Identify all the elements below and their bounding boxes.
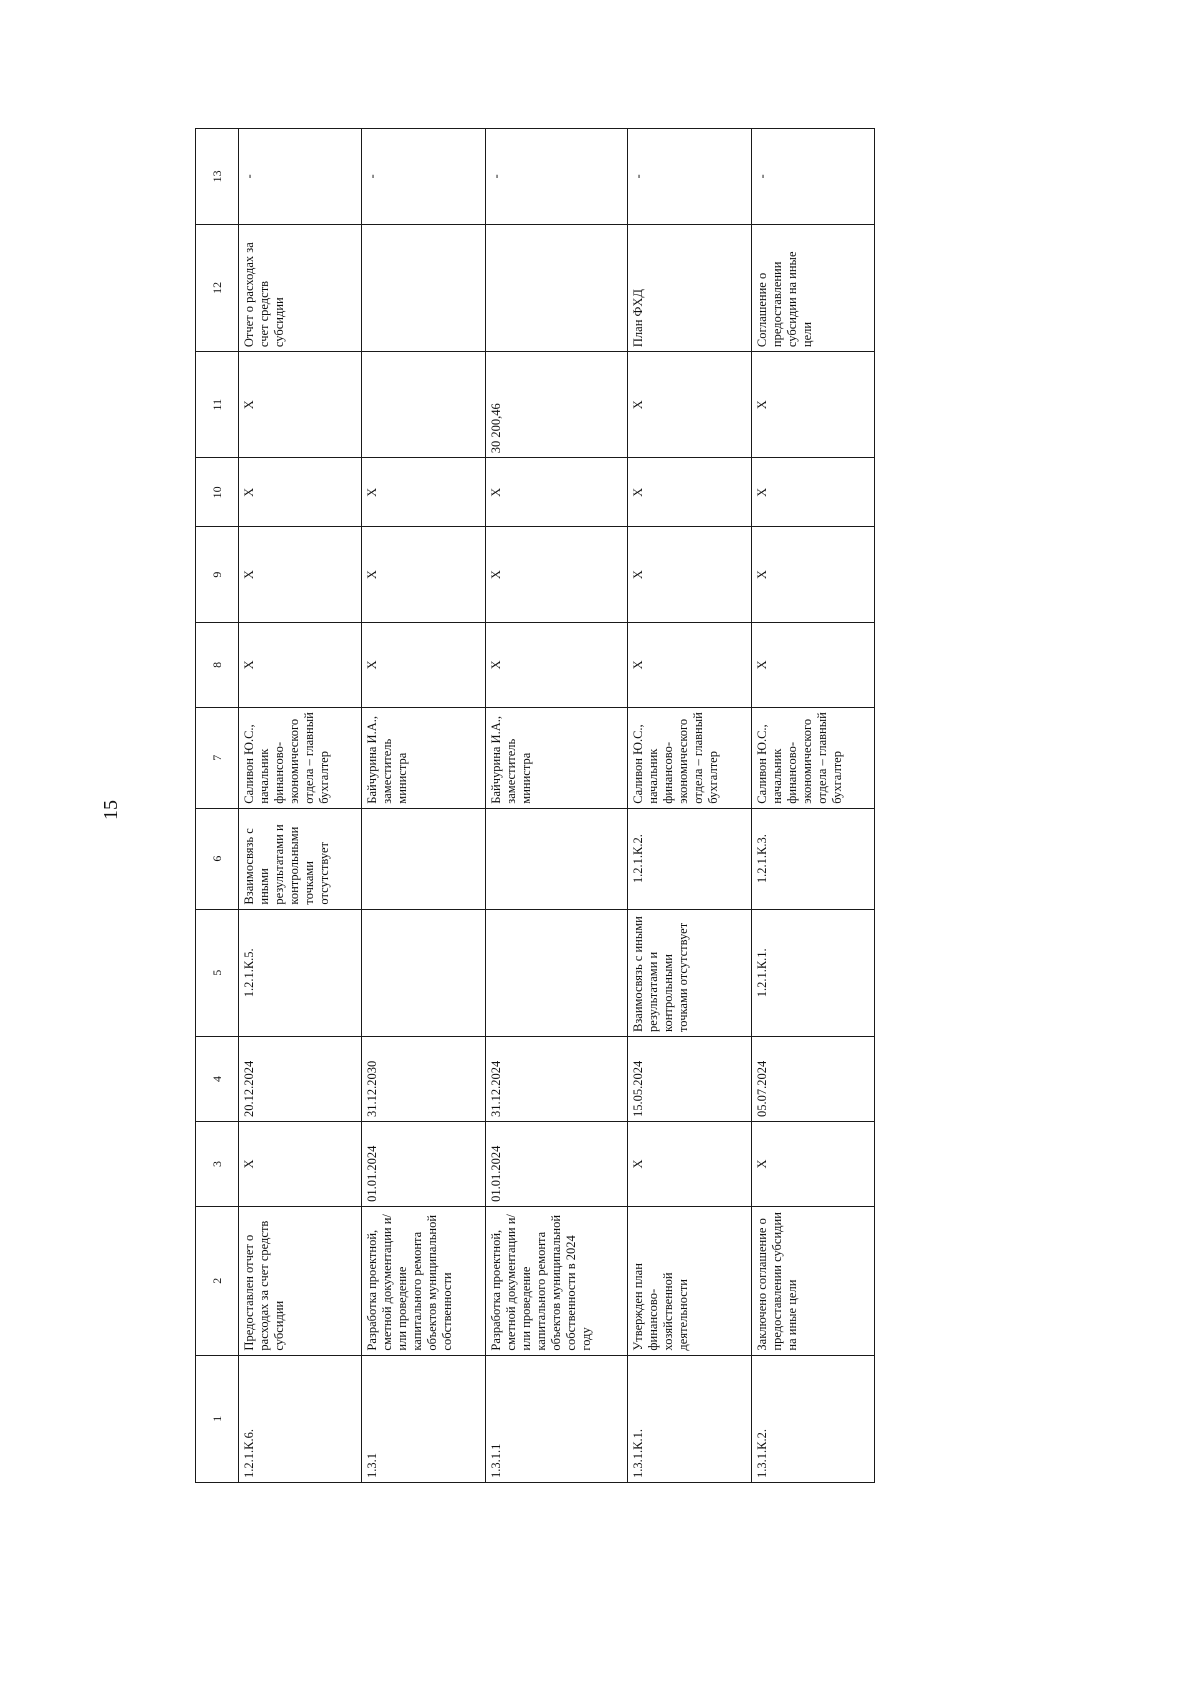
table-cell-col-7: Байчурина И.А., заместитель министра [362, 707, 485, 808]
table-cell-col-6 [485, 808, 627, 909]
column-header-4: 4 [196, 1037, 239, 1122]
table-cell-col-7: Саливон Ю.С., начальник финансово-экономического отдела – главный бухгалтер [239, 707, 362, 808]
table-cell-col-8: Х [751, 622, 874, 707]
table-cell-col-5 [485, 909, 627, 1036]
table-cell-col-4: 31.12.2024 [485, 1037, 627, 1122]
table-cell-col-3: Х [751, 1121, 874, 1206]
table-cell-col-10: Х [751, 458, 874, 527]
table-row [362, 129, 485, 1483]
table-cell-col-11: Х [628, 352, 751, 458]
column-header-8: 8 [196, 622, 239, 707]
column-header-13: 13 [196, 129, 239, 225]
schedule-table [195, 128, 875, 1483]
table-cell-col-8: Х [362, 622, 485, 707]
table-cell-col-10: Х [239, 458, 362, 527]
table-row [239, 129, 362, 1483]
table-cell-col-8: Х [239, 622, 362, 707]
table-cell-col-13: - [362, 129, 485, 225]
table-cell-col-1: 1.3.1.К.1. [628, 1355, 751, 1482]
table-cell-col-11: 30 200,46 [485, 352, 627, 458]
table-cell-col-9: Х [751, 527, 874, 623]
table-cell-col-13: - [239, 129, 362, 225]
page-number: 15 [100, 800, 122, 820]
table-cell-col-2: Утвержден план финансово-хозяйственной деятельности [628, 1206, 751, 1355]
table-cell-col-3: Х [628, 1121, 751, 1206]
table-cell-col-2: Заключено соглашение о предоставлении субсидии на иные цели [751, 1206, 874, 1355]
table-cell-col-13: - [751, 129, 874, 225]
table-cell-col-2: Предоставлен отчет о расходах за счет средств субсидии [239, 1206, 362, 1355]
table-cell-col-3: 01.01.2024 [362, 1121, 485, 1206]
table-cell-col-4: 31.12.2030 [362, 1037, 485, 1122]
table-cell-col-9: Х [485, 527, 627, 623]
table-cell-col-13: - [485, 129, 627, 225]
table-row [485, 129, 627, 1483]
table-cell-col-2: Разработка проектной, сметной документации и/или проведение капитального ремонта объектов муниципальной собственности в 2024 году [485, 1206, 627, 1355]
table-cell-col-3: 01.01.2024 [485, 1121, 627, 1206]
table-cell-col-6 [362, 808, 485, 909]
header-row [196, 129, 239, 1483]
table-cell-col-6: Взаимосвязь с иными результатами и контрольными точками отсутствует [239, 808, 362, 909]
table-row [751, 129, 874, 1483]
table-cell-col-9: Х [362, 527, 485, 623]
table-cell-col-11 [362, 352, 485, 458]
table-cell-col-1: 1.3.1 [362, 1355, 485, 1482]
table-cell-col-6: 1.2.1.К.3. [751, 808, 874, 909]
table-header [196, 129, 239, 1483]
table-cell-col-8: Х [628, 622, 751, 707]
column-header-11: 11 [196, 352, 239, 458]
table-cell-col-12 [362, 224, 485, 351]
table-row [628, 129, 751, 1483]
table-cell-col-2: Разработка проектной, сметной документации и/или проведение капитального ремонта объектов муниципальной собственности [362, 1206, 485, 1355]
table-cell-col-12: План ФХД [628, 224, 751, 351]
table-cell-col-6: 1.2.1.К.2. [628, 808, 751, 909]
column-header-7: 7 [196, 707, 239, 808]
column-header-5: 5 [196, 909, 239, 1036]
table-cell-col-13: - [628, 129, 751, 225]
table-cell-col-12 [485, 224, 627, 351]
column-header-3: 3 [196, 1121, 239, 1206]
table-cell-col-10: Х [628, 458, 751, 527]
table-cell-col-5: 1.2.1.К.1. [751, 909, 874, 1036]
table-cell-col-3: Х [239, 1121, 362, 1206]
column-header-2: 2 [196, 1206, 239, 1355]
column-header-10: 10 [196, 458, 239, 527]
table-cell-col-1: 1.3.1.К.2. [751, 1355, 874, 1482]
table-cell-col-7: Байчурина И.А., заместитель министра [485, 707, 627, 808]
table-cell-col-10: Х [485, 458, 627, 527]
table-cell-col-9: Х [628, 527, 751, 623]
table-cell-col-12: Отчет о расходах за счет средств субсидии [239, 224, 362, 351]
column-header-9: 9 [196, 527, 239, 623]
table-cell-col-5 [362, 909, 485, 1036]
table-cell-col-7: Саливон Ю.С., начальник финансово-экономического отдела – главный бухгалтер [628, 707, 751, 808]
table-container [195, 128, 875, 1483]
table-rotated [195, 128, 875, 1483]
table-cell-col-8: Х [485, 622, 627, 707]
table-cell-col-4: 15.05.2024 [628, 1037, 751, 1122]
column-header-1: 1 [196, 1355, 239, 1482]
table-cell-col-1: 1.3.1.1 [485, 1355, 627, 1482]
table-cell-col-5: Взаимосвязь с иными результатами и контрольными точками отсутствует [628, 909, 751, 1036]
table-cell-col-11: Х [751, 352, 874, 458]
table-body [239, 129, 875, 1483]
table-cell-col-12: Соглашение о предоставлении субсидии на иные цели [751, 224, 874, 351]
table-cell-col-11: Х [239, 352, 362, 458]
table-cell-col-7: Саливон Ю.С., начальник финансово-экономического отдела – главный бухгалтер [751, 707, 874, 808]
table-cell-col-4: 20.12.2024 [239, 1037, 362, 1122]
table-cell-col-9: Х [239, 527, 362, 623]
column-header-6: 6 [196, 808, 239, 909]
table-cell-col-10: Х [362, 458, 485, 527]
column-header-12: 12 [196, 224, 239, 351]
table-cell-col-5: 1.2.1.К.5. [239, 909, 362, 1036]
table-cell-col-4: 05.07.2024 [751, 1037, 874, 1122]
table-cell-col-1: 1.2.1.К.6. [239, 1355, 362, 1482]
